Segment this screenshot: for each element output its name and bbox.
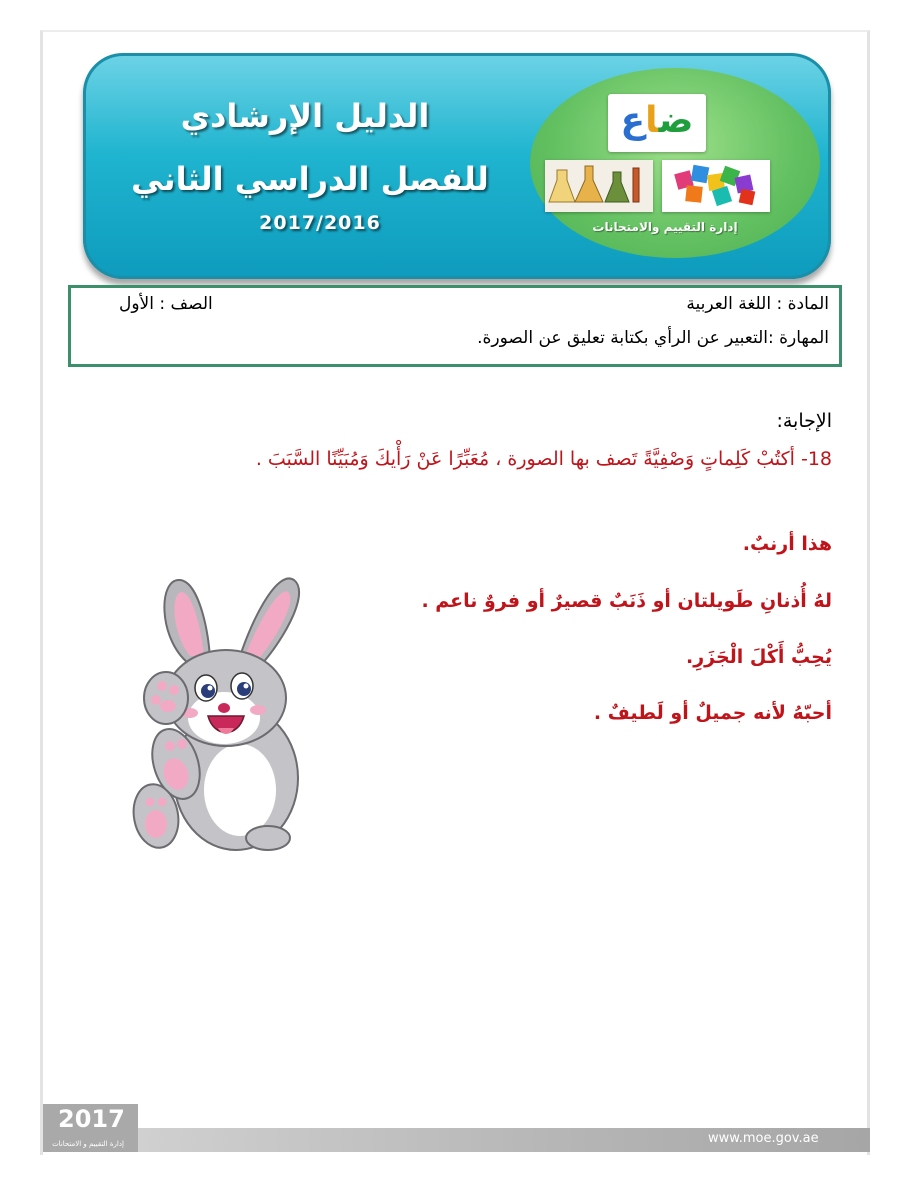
answer-heading: الإجابة: [776,410,832,432]
banner-title: الدليل الإرشادي [180,97,430,135]
grade-label: الصف : الأول [119,294,213,314]
rabbit-illustration [118,568,318,858]
info-box [68,285,842,367]
subject-label: المادة : اللغة العربية [686,294,829,314]
footer-url: www.moe.gov.ae [708,1131,819,1146]
answer-line-2: لهُ أُذنانِ طَويلتان أو ذَنَبٌ قصيرٌ أو فروٌ ناعم . [421,590,832,612]
footer-year: 2017 [58,1105,125,1133]
footer-department: إدارة التقييم و الامتحانات [52,1140,124,1148]
logo [608,94,706,152]
answer-line-4: أحبّهُ لأنه جميلٌ أو لَطيفٌ . [593,702,832,724]
answer-line-3: يُحِبُّ أَكْلَ الْجَزَرِ. [685,646,832,668]
colorful-blocks-image [662,160,770,212]
lab-flasks-image [545,160,653,212]
banner-subtitle: للفصل الدراسي الثاني [131,160,489,198]
department-label: إدارة التقييم والامتحانات [592,220,738,234]
skill-label: المهارة :التعبير عن الرأي بكتابة تعليق عن الصورة. [477,328,829,348]
question-text: 18- أكتُبْ كَلِماتٍ وَصْفِيَّةً تَصف بها الصورة ، مُعَبِّرًا عَنْ رَأْيكَ وَمُبَيِّنًا السَّبَبَ . [255,448,832,470]
info-row-subject [81,294,829,318]
logo-text: ضاع [620,100,694,141]
answer-line-1: هذا أرنبٌ. [742,533,832,555]
banner-year: 2017/2016 [259,212,381,234]
